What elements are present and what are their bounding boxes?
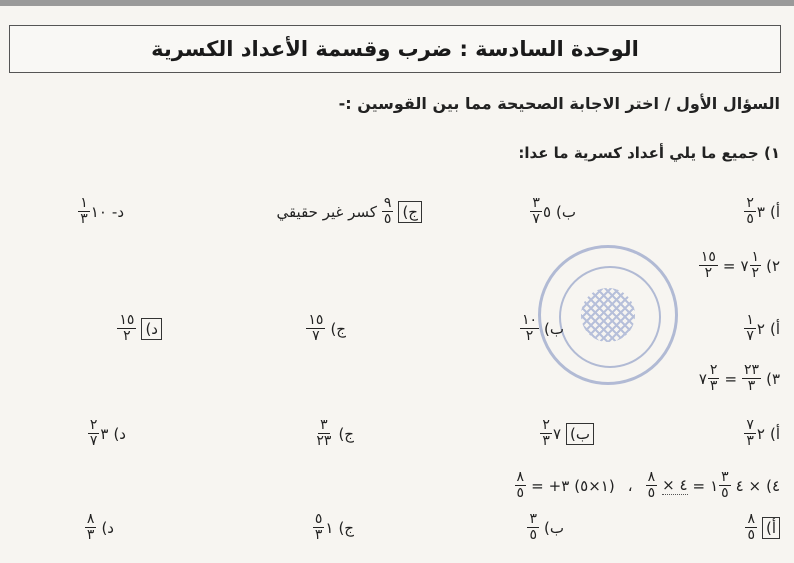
- q1-stem: [518, 144, 780, 162]
- q3-option-b[interactable]: [540, 418, 594, 449]
- q2-option-a[interactable]: [744, 313, 780, 344]
- q1-text: جميع ما يلي أعداد كسرية ما عدا:: [518, 144, 759, 162]
- q3-option-a[interactable]: [744, 418, 780, 449]
- q2-option-d[interactable]: [117, 313, 162, 344]
- option-letter: أ): [769, 202, 780, 221]
- question-heading: السؤال الأول / اختر الاجابة الصحيحة مما بين القوسين :-: [338, 94, 780, 113]
- option-letter: أ): [769, 424, 780, 443]
- q4-option-b[interactable]: [527, 512, 564, 543]
- stamp-globe: [581, 288, 635, 342]
- fraction: $\frac{٨}{٥}$: [747, 511, 755, 543]
- q3-option-d[interactable]: [88, 418, 126, 449]
- q2-expression: $\frac{١٥}{٢}$ = ٧ $\frac{١}{٢}$: [700, 249, 760, 281]
- mixed-number: $\frac{٥}{٣}$ ١: [314, 511, 334, 543]
- option-letter: ج): [338, 518, 354, 537]
- q1-option-c[interactable]: [276, 196, 422, 227]
- q3-number: ٣): [766, 369, 780, 388]
- q3-expression: ٧ $\frac{٢}{٣}$ = $\frac{٢٣}{٣}$: [698, 362, 760, 394]
- q4-stem: [515, 470, 780, 501]
- q1-option-a[interactable]: [744, 196, 780, 227]
- fraction: $\frac{١٥}{٧}$: [308, 312, 324, 344]
- option-letter: ب): [544, 319, 564, 338]
- mixed-number: $\frac{٧}{٣}$ ٢: [746, 417, 765, 449]
- mixed-number: $\frac{١}{٣}$ ١٠: [80, 195, 107, 227]
- option-letter: أ): [769, 319, 780, 338]
- option-letter: د): [113, 424, 126, 443]
- fraction: $\frac{٩}{٥}$: [383, 195, 392, 227]
- fraction: $\frac{٨}{٣}$: [86, 511, 95, 543]
- q4-number: ٤): [766, 476, 780, 495]
- fraction: $\frac{٣}{٢٣}$: [316, 417, 332, 449]
- q4-option-d[interactable]: [85, 512, 114, 543]
- fraction: $\frac{١٠}{٢}$: [521, 312, 538, 344]
- option-note: كسر غير حقيقي: [276, 202, 377, 221]
- mixed-number: $\frac{١}{٧}$ ٢: [746, 312, 765, 344]
- option-letter: د): [101, 518, 114, 537]
- fraction: $\frac{٣}{٥}$: [529, 511, 538, 543]
- option-letter: ج): [330, 319, 346, 338]
- option-letter: ج): [338, 424, 354, 443]
- unit-title-box: [9, 25, 781, 73]
- q4-expression: $\frac{٨}{٥}$ = +٣ (١×٥) ، $\frac{٨}{٥}$ × ٤ = ١ $\frac{٣}{٥}$ ٤ ×: [516, 469, 762, 501]
- option-letter: د-: [111, 202, 124, 221]
- mixed-number: $\frac{٣}{٧}$ ٥: [532, 195, 552, 227]
- unit-title: الوحدة السادسة : ضرب وقسمة الأعداد الكسرية: [151, 37, 639, 61]
- mixed-number: $\frac{٢}{٥}$ ٣: [746, 195, 765, 227]
- mixed-number: $\frac{٢}{٣}$ ٧: [542, 417, 562, 449]
- q1-number: ١): [763, 144, 780, 162]
- option-letter-selected: أ): [762, 517, 780, 539]
- option-letter: ب): [556, 202, 576, 221]
- top-scan-band: [0, 0, 794, 6]
- option-letter: ب): [544, 518, 564, 537]
- q4-option-c[interactable]: [313, 512, 354, 543]
- q2-option-b[interactable]: [520, 313, 564, 344]
- q3-option-c[interactable]: [314, 418, 354, 449]
- q2-stem: [699, 250, 780, 281]
- option-letter-selected: ج): [398, 201, 422, 223]
- q2-number: ٢): [766, 256, 780, 275]
- q2-option-c[interactable]: [306, 313, 346, 344]
- q1-option-b[interactable]: [530, 196, 576, 227]
- option-letter-selected: د): [141, 318, 162, 340]
- mixed-number: $\frac{٢}{٧}$ ٣: [89, 417, 109, 449]
- option-letter-selected: ب): [566, 423, 594, 445]
- q4-option-a[interactable]: [745, 512, 780, 543]
- q1-option-d[interactable]: [78, 196, 124, 227]
- fraction: $\frac{١٥}{٢}$: [119, 312, 135, 344]
- q3-stem: [699, 363, 780, 394]
